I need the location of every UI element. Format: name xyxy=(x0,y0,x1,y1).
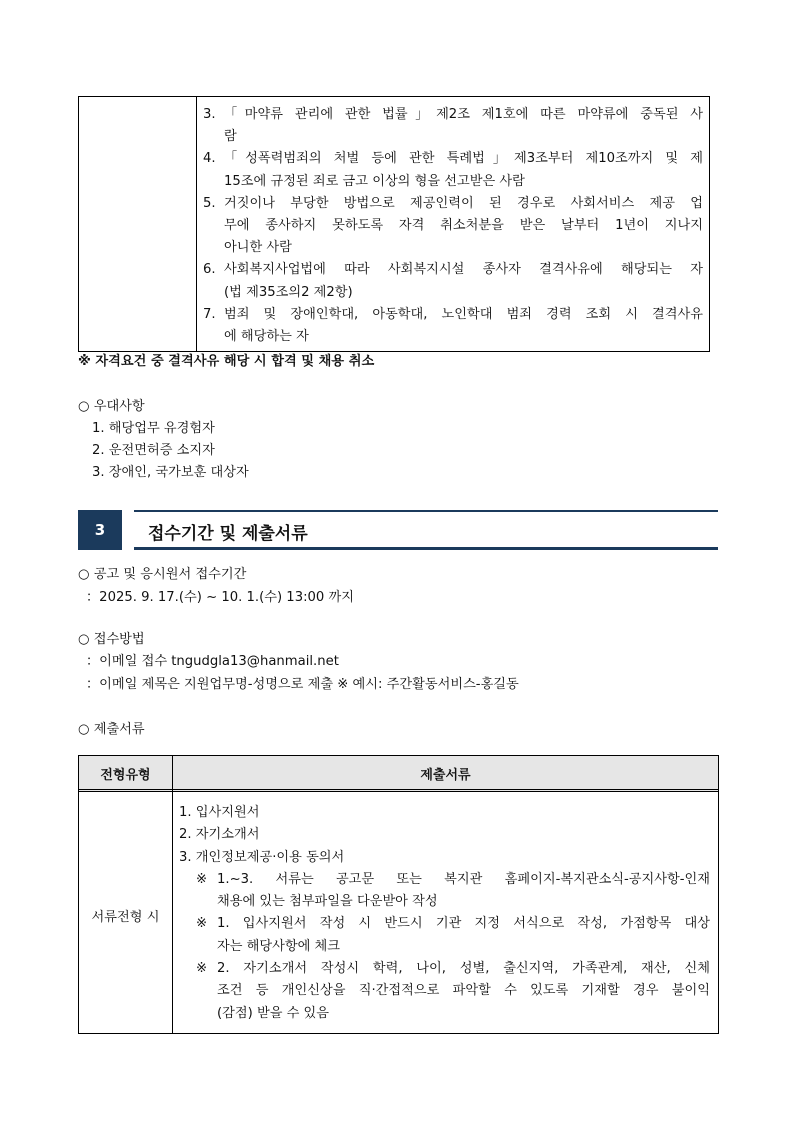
item-line: 에 해당하는 자 xyxy=(224,329,309,345)
note-item xyxy=(179,913,710,958)
item-line: 람 xyxy=(224,129,237,145)
documents-heading: ○ 제출서류 xyxy=(78,722,145,737)
method-email: ：이메일 접수 tngudgla13@hanmail.net xyxy=(86,654,339,669)
note-item xyxy=(179,869,710,914)
list-item xyxy=(203,193,703,260)
item-line: 거짓이나 부당한 방법으로 제공인력이 된 경우로 사회서비스 제공 업 xyxy=(224,195,703,211)
divider xyxy=(134,510,718,512)
list-item: 1. 해당업무 유경험자 xyxy=(92,421,215,436)
list-item xyxy=(203,104,703,148)
qualification-table xyxy=(78,96,710,352)
item-line: 무에 종사하지 못하도록 자격 취소처분을 받은 날부터 1년이 지나지 xyxy=(224,218,703,234)
table-column-divider xyxy=(172,792,173,1033)
documents-table xyxy=(78,755,719,1034)
disqualify-note: ※ 자격요건 중 결격사유 해당 시 합격 및 채용 취소 xyxy=(78,354,375,369)
item-line: (법 제35조의2 제2항) xyxy=(224,284,353,300)
item-number: 3. xyxy=(203,107,216,122)
note-line: (감점) 받을 수 있음 xyxy=(217,1005,330,1021)
item-number: 6. xyxy=(203,262,216,278)
list-item: 1. 입사지원서 xyxy=(179,805,260,820)
section-title: 접수기간 및 제출서류 xyxy=(148,524,308,544)
note-line: 채용에 있는 첨부파일을 다운받아 작성 xyxy=(217,894,438,910)
section-header xyxy=(78,510,718,550)
item-line: 「성폭력범죄의 처벌 등에 관한 특례법」제3조부터 제10조까지 및 제 xyxy=(224,151,703,167)
table-column-divider xyxy=(196,97,197,351)
preference-heading: ○ 우대사항 xyxy=(78,399,145,414)
period-heading: ○ 공고 및 응시원서 접수기간 xyxy=(78,567,247,582)
documents-content xyxy=(179,802,710,1025)
note-line: 자는 해당사항에 체크 xyxy=(217,938,341,954)
item-line: 15조에 규정된 죄로 금고 이상의 형을 선고받은 사람 xyxy=(224,173,525,189)
note-line: 조건 등 개인신상을 직·간접적으로 파악할 수 있도록 기재할 경우 불이익 xyxy=(217,983,710,999)
note-mark: ※ xyxy=(196,916,208,932)
item-line: 「마약류 관리에 관한 법률」제2조 제1호에 따른 마약류에 중독된 사 xyxy=(224,107,703,122)
qualification-items xyxy=(203,104,703,348)
method-subject: ：이메일 제목은 지원업무명-성명으로 제출 ※ 예시: 주간활동서비스-홍길동 xyxy=(86,677,519,692)
column-header-docs: 제출서류 xyxy=(420,768,471,783)
note-line: 1.~3. 서류는 공고문 또는 복지관 홈페이지-복지관소식-공지사항-인재 xyxy=(217,871,710,887)
list-item: 2. 자기소개서 xyxy=(179,827,260,843)
item-number: 4. xyxy=(203,151,216,167)
section-number: 3 xyxy=(78,510,122,550)
method-heading: ○ 접수방법 xyxy=(78,632,145,647)
note-mark: ※ xyxy=(196,961,208,977)
item-number: 7. xyxy=(203,306,216,322)
note-item xyxy=(179,958,710,1025)
list-item xyxy=(203,148,703,192)
item-line: 범죄 및 장애인학대, 아동학대, 노인학대 범죄 경력 조회 시 결격사유 xyxy=(224,306,703,322)
item-line: 사회복지사업법에 따라 사회복지시설 종사자 결격사유에 해당되는 자 xyxy=(224,262,703,278)
item-line: 아니한 사람 xyxy=(224,240,292,256)
note-line: 2. 자기소개서 작성시 학력, 나이, 성별, 출신지역, 가족관계, 재산, 신체 xyxy=(217,961,710,977)
period-detail: ：2025. 9. 17.(수) ~ 10. 1.(수) 13:00 까지 xyxy=(86,590,354,605)
note-line: 1. 입사지원서 작성 시 반드시 기관 지정 서식으로 작성, 가점항목 대상 xyxy=(217,916,710,932)
column-header-type: 전형유형 xyxy=(100,768,151,783)
item-number: 5. xyxy=(203,195,216,211)
list-item: 3. 개인정보제공·이용 동의서 xyxy=(179,849,345,865)
divider xyxy=(134,547,718,550)
list-item: 3. 장애인, 국가보훈 대상자 xyxy=(92,465,249,480)
list-item: 2. 운전면허증 소지자 xyxy=(92,443,215,458)
row-label: 서류전형 시 xyxy=(91,910,160,925)
list-item xyxy=(203,259,703,303)
list-item xyxy=(203,304,703,348)
note-mark: ※ xyxy=(196,871,208,887)
